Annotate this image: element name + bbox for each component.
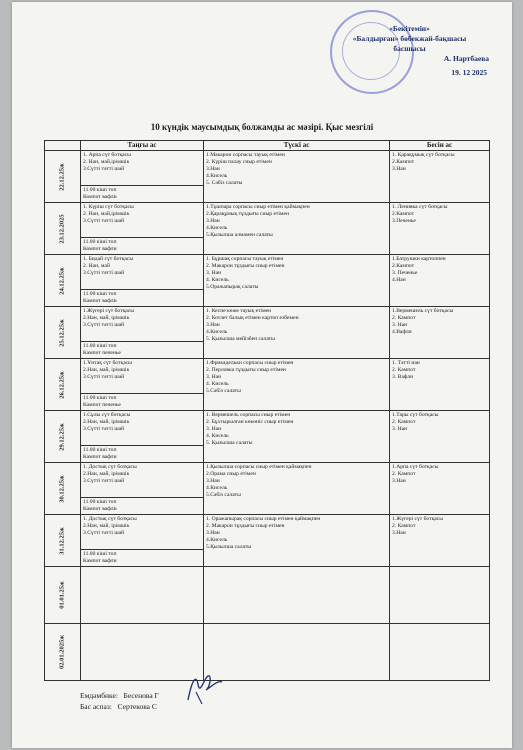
lunch-cell — [204, 411, 390, 463]
breakfast-cell — [81, 203, 204, 255]
dietitian-row — [80, 690, 159, 701]
lunch-item: 3. Нан — [206, 269, 222, 276]
menu-row — [45, 411, 490, 463]
snack-item: 11.00 кіші топ — [83, 239, 117, 246]
breakfast-item: 3.Сүтті тәтті шәй — [83, 373, 125, 380]
header-date — [45, 141, 81, 151]
breakfast-item: 3.Сүтті тәтті шәй — [83, 269, 125, 276]
date-label: 31.12.25ж — [58, 526, 66, 555]
lunch-item: 2. Бұхтырылған көкөніс сиыр етімен — [206, 418, 294, 425]
dinner-item: 1.Батрушки картоппен — [392, 256, 446, 262]
snack-item: 11.00 кіші топ — [83, 551, 117, 558]
lunch-item: 1.Қызылша сорпасы сиыр етімен қаймақпен — [206, 464, 312, 470]
date-cell — [45, 624, 81, 681]
breakfast-item: 3.Сүтті тәтті шәй — [83, 217, 125, 224]
lunch-item: 1.Фрикадельки сорпасы сиыр етімен — [206, 360, 294, 366]
snack-item: Кампот вафли — [83, 506, 117, 513]
breakfast-item: 3.Сүтті тәтті шәй — [83, 425, 125, 432]
menu-table — [44, 140, 490, 681]
lunch-item: 5. Қызылша салаты — [206, 439, 253, 446]
dinner-item: 2. Кампот — [392, 470, 416, 477]
cook-label: Бас аспаз: — [80, 702, 112, 711]
menu-row — [45, 359, 490, 411]
date-label: 02.01.2025ж — [58, 635, 66, 669]
breakfast-item: 3.Сүтті тәтті шәй — [83, 529, 125, 536]
dinner-item: 3.Нан — [392, 529, 406, 536]
lunch-item: 2.Орама сиыр етімен — [206, 470, 256, 477]
approval-block — [312, 24, 507, 78]
lunch-item: 2.Қарақұмық тұздығы сиыр етімен — [206, 210, 289, 217]
lunch-item: 5.Сәбіз салаты — [206, 491, 241, 498]
lunch-item: 1.Макарон сорпасы тауық етімен — [206, 152, 285, 158]
lunch-item: 1. Оражапырақ сорпасы сиыр етімен қаймақпен — [206, 516, 321, 522]
breakfast-item: 1. Достық сүт ботқасы — [83, 516, 137, 522]
breakfast-item: 1.Сұлы сүт ботқасы — [83, 412, 131, 418]
snack-item: Кампот вафли — [83, 454, 117, 461]
dinner-cell — [390, 151, 490, 203]
menu-row — [45, 463, 490, 515]
signature — [182, 670, 226, 706]
lunch-cell — [204, 307, 390, 359]
dinner-item: 3. Нан — [392, 425, 408, 432]
approval-director: А. Нартбаева — [443, 54, 489, 63]
dinner-item: 3. Нан — [392, 321, 408, 328]
menu-row — [45, 255, 490, 307]
date-cell — [45, 463, 81, 515]
lunch-item: 5.Қызылша алмамен салаты — [206, 231, 273, 238]
lunch-item: 4.Кисель — [206, 328, 228, 335]
lunch-item: 4. Кисель — [206, 276, 229, 283]
lunch-cell — [204, 359, 390, 411]
snack-item: Кампот вафли — [83, 298, 117, 305]
breakfast-cell — [81, 151, 204, 203]
dinner-item: 1. Тәтті нан — [392, 360, 420, 366]
lunch-item: 1. Вермешель сорпасы сиыр етімен — [206, 412, 291, 418]
menu-row — [45, 515, 490, 567]
lunch-item: 5.Сәбіз салаты — [206, 387, 241, 394]
breakfast-item: 2. Нан, май,ірімшік — [83, 210, 130, 217]
snack-item: 11.00 кіші топ — [83, 291, 117, 298]
lunch-cell — [204, 203, 390, 255]
header-breakfast: Таңғы ас — [81, 141, 204, 151]
date-cell — [45, 515, 81, 567]
breakfast-item: 2.Нан, май, ірімшік — [83, 418, 130, 425]
dinner-item: 1.Тары сүт ботқасы — [392, 412, 439, 418]
date-cell — [45, 151, 81, 203]
breakfast-item: 2.Нан, май, ірімшік — [83, 522, 130, 529]
dinner-item: 3.Печенье — [392, 217, 416, 224]
lunch-cell — [204, 515, 390, 567]
breakfast-item: 2. Нан, май — [83, 262, 110, 269]
snack-item: 11.00 кіші топ — [83, 499, 117, 506]
snack-item: Кампот печенье — [83, 350, 121, 357]
dinner-item: 3. Вафли — [392, 373, 414, 380]
breakfast-cell — [81, 307, 204, 359]
lunch-cell — [204, 463, 390, 515]
approval-line: «Балдырған» бөбекжай-бақшасы — [352, 34, 467, 43]
date-label: 01.01.25ж — [58, 581, 66, 609]
lunch-cell — [204, 567, 390, 624]
date-cell — [45, 307, 81, 359]
breakfast-cell — [81, 411, 204, 463]
menu-document — [12, 2, 512, 748]
snack-item: Компот вафли — [83, 246, 117, 253]
snack-item: Кампот вафли — [83, 558, 117, 565]
breakfast-item: 1.Жүгері сүт ботқасы — [83, 308, 135, 314]
date-cell — [45, 359, 81, 411]
snack-item: 11.00 кіші топ — [83, 187, 117, 194]
date-cell — [45, 411, 81, 463]
lunch-item: 3. Нан — [206, 425, 222, 432]
dinner-item: 1. Ленивка сүт ботқасы — [392, 204, 448, 210]
lunch-item: 4.Кисель — [206, 172, 228, 179]
lunch-item: 1. Бұршақ сорпасы тауық етімен — [206, 256, 284, 262]
breakfast-item: 2.Нан, май, ірімшік — [83, 366, 130, 373]
date-cell — [45, 255, 81, 307]
lunch-item: 4.Кисель — [206, 536, 228, 543]
cook-row — [80, 701, 159, 712]
dinner-item: 1. Қарақұмық сүт ботқасы — [392, 152, 455, 158]
breakfast-cell — [81, 359, 204, 411]
snack-item: Компот вафли — [83, 194, 117, 201]
breakfast-item: 3.Сүтті тәтті шәй — [83, 321, 125, 328]
dinner-cell — [390, 359, 490, 411]
dinner-item: 1.Вермешель сүт ботқасы — [392, 308, 454, 314]
lunch-item: 3.Нан — [206, 529, 220, 536]
date-cell — [45, 567, 81, 624]
lunch-cell — [204, 624, 390, 681]
lunch-cell — [204, 255, 390, 307]
snack-item: 11.00 кіші топ — [83, 343, 117, 350]
breakfast-item: 1. Арпа сүт ботқасы — [83, 152, 131, 158]
breakfast-item: 1. Күріш сүт ботқасы — [83, 204, 134, 210]
snack-item: Кампот печенье — [83, 402, 121, 409]
lunch-item: 4. Кисель — [206, 380, 229, 387]
dinner-item: 2. Кампот — [392, 314, 416, 321]
lunch-item: 3.Нан — [206, 165, 220, 172]
breakfast-item: 1. Бидай сүт ботқасы — [83, 256, 134, 262]
menu-row — [45, 624, 490, 681]
menu-row — [45, 151, 490, 203]
lunch-item: 3.Нан — [206, 477, 220, 484]
dinner-cell — [390, 203, 490, 255]
dinner-item: 2.Кампот — [392, 158, 415, 165]
header-row — [45, 141, 490, 151]
breakfast-item: 2. Нан, май,ірімшік — [83, 158, 130, 165]
breakfast-cell — [81, 255, 204, 307]
dinner-cell — [390, 255, 490, 307]
lunch-item: 4.Кисель — [206, 224, 228, 231]
breakfast-item: 1. Достық сүт ботқасы — [83, 464, 137, 470]
dinner-cell — [390, 463, 490, 515]
lunch-item: 4. Кисель — [206, 432, 229, 439]
dinner-item: 2.Кампот — [392, 210, 415, 217]
lunch-item: 3. Нан — [206, 373, 222, 380]
date-cell — [45, 203, 81, 255]
dinner-item: 3.Нан — [392, 477, 406, 484]
date-label: 24.12.25ж — [58, 266, 66, 295]
footer — [80, 690, 159, 712]
date-label: 29.12.25ж — [58, 422, 66, 451]
lunch-item: 4.Кисель — [206, 484, 228, 491]
dinner-item: 1.Жүгері сүт ботқасы — [392, 516, 444, 522]
header-lunch: Түскі ас — [204, 141, 390, 151]
lunch-item: 2. Перловка тұздығы сиыр етімен — [206, 366, 286, 373]
breakfast-cell — [81, 567, 204, 624]
breakfast-cell — [81, 515, 204, 567]
dinner-item: 2. Кампот — [392, 418, 416, 425]
lunch-item: 2. Күріш палау сиыр етімен — [206, 158, 272, 165]
dinner-item: 2.Кампот — [392, 262, 415, 269]
menu-row — [45, 567, 490, 624]
lunch-item: 1.Тұшпара сорпасы сиыр етімен қаймақпен — [206, 204, 310, 210]
dinner-cell — [390, 624, 490, 681]
menu-row — [45, 203, 490, 255]
dinner-cell — [390, 411, 490, 463]
dinner-item: 1.Арпа сүт ботқасы — [392, 464, 439, 470]
lunch-cell — [204, 151, 390, 203]
lunch-item: 5.Қызылша салаты — [206, 543, 252, 550]
approval-line: басшысы — [393, 44, 426, 53]
lunch-item: 5.Оражапырақ салаты — [206, 283, 259, 290]
approval-date: 19. 12 2025 — [451, 68, 487, 77]
dinner-item: 2. Кампот — [392, 366, 416, 373]
breakfast-item: 1.Ұнтақ сүт ботқасы — [83, 360, 132, 366]
header-dinner: Бесін ас — [390, 141, 490, 151]
document-title: 10 күндік маусымдық болжамды ас мәзірі. Қыс мезгілі — [150, 122, 374, 132]
approval-line: «Бекітемін» — [389, 24, 430, 33]
snack-item: 11.00 кіші топ — [83, 395, 117, 402]
date-label: 26.12.25ж — [58, 370, 66, 399]
dietitian-label: Емдәмбике: — [80, 691, 118, 700]
date-label: 25.12.25ж — [58, 318, 66, 347]
dietitian-name: Бесенова Г — [123, 691, 159, 700]
lunch-item: 3.Нан — [206, 321, 220, 328]
breakfast-item: 3.Сүтті тәтті шәй — [83, 477, 125, 484]
date-label: 22.12.25ж — [58, 162, 66, 191]
breakfast-item: 3.Сүтті тәтті шәй — [83, 165, 125, 172]
breakfast-item: 2.Нан, май, ірімшік — [83, 470, 130, 477]
dinner-item: 2. Кампот — [392, 522, 416, 529]
dinner-item: 4.Вафли — [392, 328, 412, 335]
lunch-item: 2. Макарон тұздығы сиыр етімен — [206, 522, 285, 529]
menu-row — [45, 307, 490, 359]
dinner-cell — [390, 515, 490, 567]
cook-name: Сертекова С — [117, 702, 157, 711]
date-label: 30.12.25ж — [58, 474, 66, 503]
breakfast-item: 2.Нан, май, ірімшік — [83, 314, 130, 321]
lunch-item: 5. Қызылша мейізбен салаты — [206, 335, 275, 342]
lunch-item: 2. Котлет балық етімен картоп езбемен — [206, 314, 299, 321]
lunch-item: 2. Макарон тұздығы сиыр етімен — [206, 262, 285, 269]
dinner-cell — [390, 307, 490, 359]
dinner-item: 4.Нан — [392, 276, 406, 283]
date-label: 23.12.2025 — [58, 213, 66, 244]
lunch-item: 3.Нан — [206, 217, 220, 224]
lunch-item: 1. Кеспе көже тауық етімен — [206, 308, 272, 314]
lunch-item: 5. Сәбіз салаты — [206, 179, 243, 186]
dinner-cell — [390, 567, 490, 624]
breakfast-cell — [81, 463, 204, 515]
dinner-item: 3. Печенье — [392, 269, 418, 276]
dinner-item: 3.Нан — [392, 165, 406, 172]
snack-item: 11.00 кіші топ — [83, 447, 117, 454]
